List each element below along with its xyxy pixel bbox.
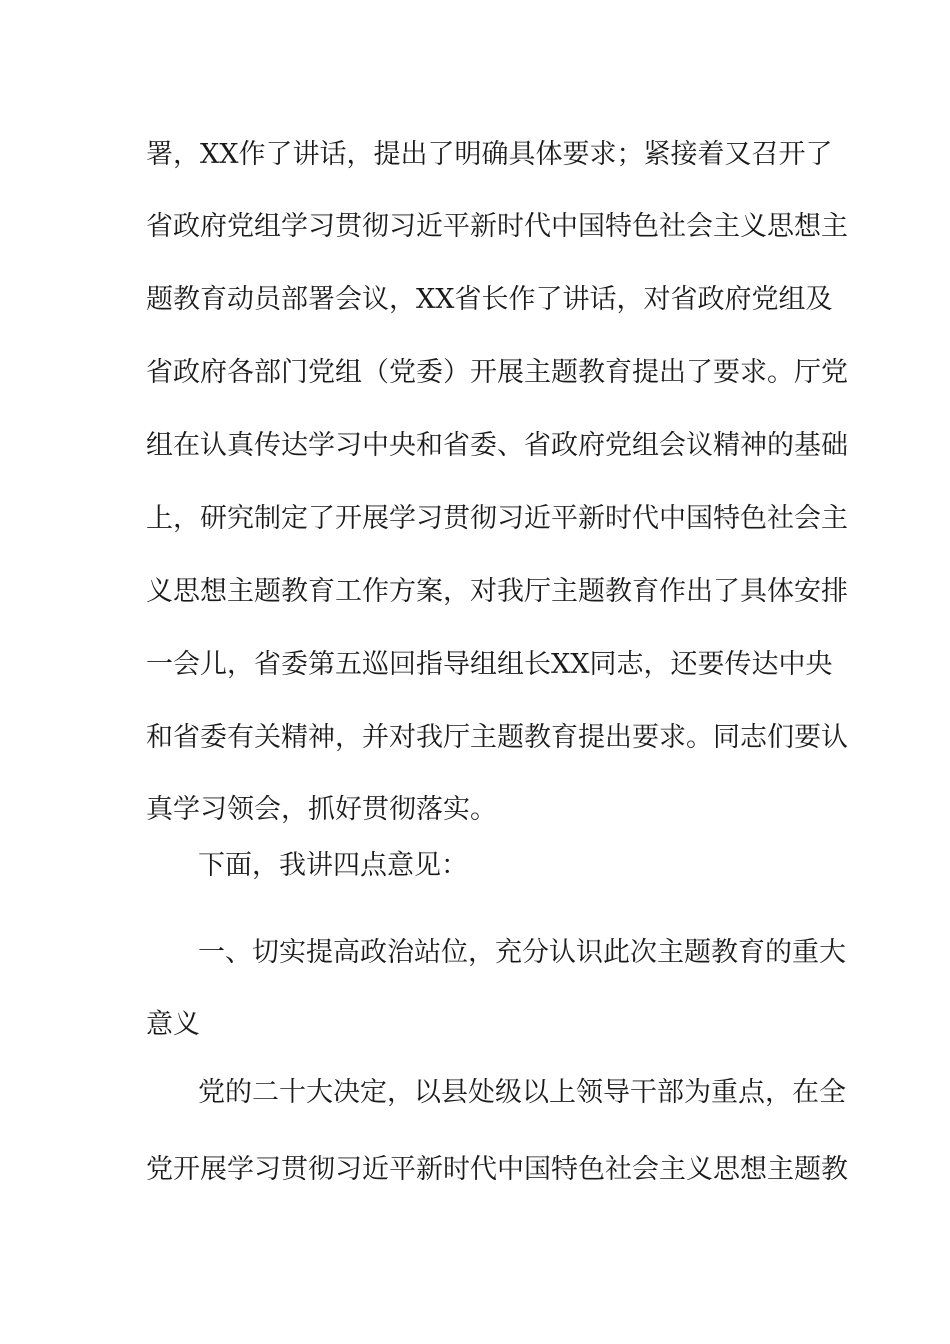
section-heading: 一、切实提高政治站位，充分认识此次主题教育的重大 bbox=[198, 937, 846, 968]
text-line: 下面，我讲四点意见： bbox=[198, 850, 468, 881]
text-line: 省政府各部门党组（党委）开展主题教育提出了要求。厅党 bbox=[146, 357, 848, 388]
text-line: 署，XX作了讲话，提出了明确具体要求；紧接着又召开了 bbox=[146, 139, 833, 170]
text-line: 真学习领会，抓好贯彻落实。 bbox=[146, 794, 497, 825]
text-line: 省政府党组学习贯彻习近平新时代中国特色社会主义思想主 bbox=[146, 211, 848, 242]
text-line: 义思想主题教育工作方案，对我厅主题教育作出了具体安排 bbox=[146, 576, 848, 607]
text-line: 组在认真传达学习中央和省委、省政府党组会议精神的基础 bbox=[146, 430, 848, 461]
text-line: 题教育动员部署会议，XX省长作了讲话，对省政府党组及 bbox=[146, 284, 833, 315]
text-line: 党开展学习贯彻习近平新时代中国特色社会主义思想主题教 bbox=[146, 1154, 848, 1185]
text-line: 一会儿，省委第五巡回指导组组长XX同志，还要传达中央 bbox=[146, 649, 833, 680]
text-line: 党的二十大决定，以县处级以上领导干部为重点，在全 bbox=[198, 1077, 846, 1108]
section-heading-continued: 意义 bbox=[146, 1009, 200, 1040]
text-line: 上，研究制定了开展学习贯彻习近平新时代中国特色社会主 bbox=[146, 503, 848, 534]
text-line: 和省委有关精神，并对我厅主题教育提出要求。同志们要认 bbox=[146, 722, 848, 753]
